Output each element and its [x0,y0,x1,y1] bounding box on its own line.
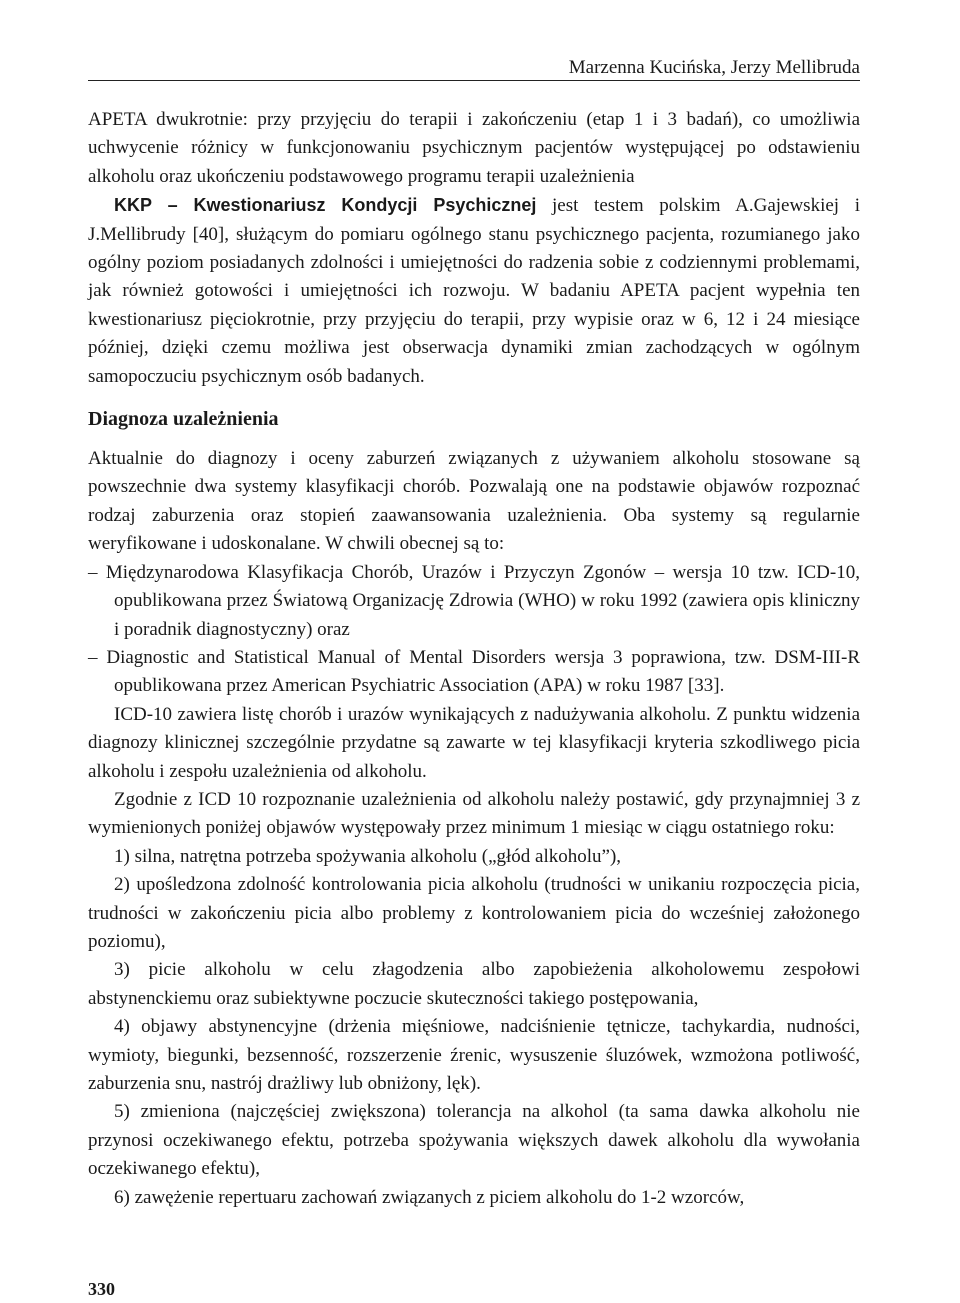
paragraph-kkp [88,191,860,391]
section-heading: Diagnoza uzależnienia [88,408,279,431]
document-page [88,0,860,1303]
paragraph-criteria-intro: Zgodnie z ICD 10 rozpoznanie uzależnienia od alkoholu należy postawić, gdy przynajmniej 3 z wymienionych poniżej objawów występowały przez minimum 1 miesiąc w ciągu ostatniego roku: [88,788,860,839]
paragraph-diagnosis-intro: Aktualnie do diagnozy i oceny zaburzeń związanych z używaniem alkoholu stosowane są powszechnie dwa systemy klasyfikacji chorób. Pozwalają one na podstawie objawów rozpoznać rodzaj zaburzenia oraz stopień zaawansowania uzależnienia. Oba systemy są regularnie weryfikowane i udoskonalane. W chwili obecnej są to: [88,448,860,555]
running-head-authors: Marzenna Kucińska, Jerzy Mellibruda [568,57,860,78]
body-text [88,106,860,1212]
kkp-description: jest testem polskim A.Gajewskiej i J.Mellibrudy [40], służącym do pomiaru ogólnego stanu psychicznego pacjenta, rozumianego jako ogólny poziom posiadanych zdolności i umiejętności do radzenia sobie z codziennymi problemami, jak również gotowości i umiejętności ich rozwoju. W badaniu APETA pacjent wypełnia ten kwestionariusz pięciokrotnie, przy przyjęciu do terapii, przy wypisie oraz w 6, 12 i 24 miesiące później, dzięki czemu możliwa jest obserwacja dynamiki zmian zachodzących w ogólnym samopoczuciu psychicznym osób badanych. [88,195,860,387]
header-rule [88,80,860,81]
list-item-dsm: – Diagnostic and Statistical Manual of Mental Disorders wersja 3 poprawiona, tzw. DSM-III-R opublikowana przez American Psychiatric Association (APA) w roku 1987 [33]. [88,646,860,697]
criterion-item: 5) zmieniona (najczęściej zwiększona) tolerancja na alkohol (ta sama dawka alkoholu nie przynosi oczekiwanego efektu, potrzeba spożywania większych dawek alkoholu dla wywołania oczekiwanego efektu), [88,1101,860,1180]
paragraph-apeta-intro: APETA dwukrotnie: przy przyjęciu do terapii i zakończeniu (etap 1 i 3 badań), co umożliwia uchwycenie różnicy w funkcjonowaniu psychicznym pacjentów występującej po odstawieniu alkoholu oraz ukończeniu podstawowego programu terapii uzależnienia [88,109,860,187]
page-number: 330 [88,1279,115,1299]
criterion-item: 2) upośledzona zdolność kontrolowania picia alkoholu (trudności w unikaniu rozpoczęcia picia, trudności w zakończeniu picia albo problemy z kontrolowaniem picia do wcześniej założonego poziomu), [88,874,860,952]
paragraph-icd-list: ICD-10 zawiera listę chorób i urazów wynikających z nadużywania alkoholu. Z punktu widzenia diagnozy klinicznej szczególnie przydatne są zawarte w tej klasyfikacji kryteria szkodliwego picia alkoholu i zespołu uzależnienia od alkoholu. [88,703,860,782]
criterion-item: 4) objawy abstynencyjne (drżenia mięśniowe, nadciśnienie tętnicze, tachykardia, nudności, wymioty, biegunki, bezsenność, rozszerzenie źrenic, wysuszenie śluzówek, wzmożona potliwość, zaburzenia snu, nastrój drażliwy lub obniżony, lęk). [88,1016,860,1094]
criterion-item: 6) zawężenie repertuaru zachowań związanych z piciem alkoholu do 1-2 wzorców, [114,1186,745,1208]
criterion-item: 1) silna, natrętna potrzeba spożywania alkoholu („głód alkoholu”), [114,845,622,867]
kkp-term: KKP – Kwestionariusz Kondycji Psychicznej [114,195,537,216]
criterion-item: 3) picie alkoholu w celu złagodzenia albo zapobieżenia alkoholowemu zespołowi abstynenckiemu oraz subiektywne poczucie skuteczności takiego postępowania, [88,959,860,1009]
list-item-icd10: – Międzynarodowa Klasyfikacja Chorób, Urazów i Przyczyn Zgonów – wersja 10 tzw. ICD-10, opublikowana przez Światową Organizację Zdrowia (WHO) w roku 1992 (zawiera opis kliniczny i poradnik diagnostyczny) oraz [88,561,860,640]
